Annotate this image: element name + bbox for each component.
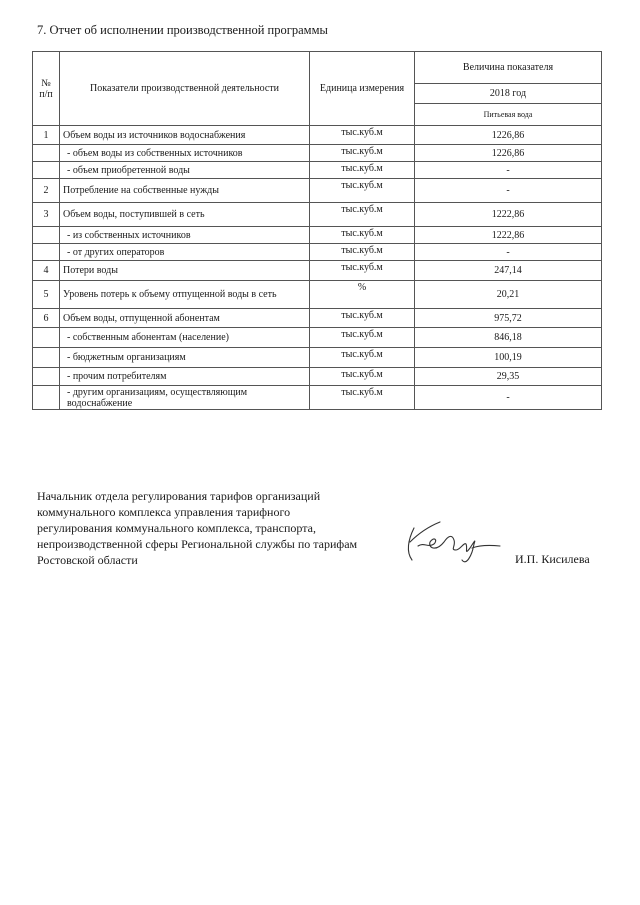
row-unit: тыс.куб.м: [310, 162, 415, 179]
row-value: 846,18: [415, 328, 602, 348]
row-indicator: - собственным абонентам (население): [60, 328, 310, 348]
table-row: [33, 328, 602, 348]
row-indicator: Объем воды, отпущенной абонентам: [60, 309, 310, 328]
table-row: [33, 281, 602, 309]
row-number: [33, 368, 60, 386]
row-number: [33, 348, 60, 368]
row-number: 6: [33, 309, 60, 328]
row-value: -: [415, 179, 602, 203]
table-row: [33, 348, 602, 368]
row-value: 975,72: [415, 309, 602, 328]
row-value: 20,21: [415, 281, 602, 309]
row-unit: тыс.куб.м: [310, 227, 415, 244]
table-row: [33, 126, 602, 145]
row-value: 1222,86: [415, 227, 602, 244]
row-unit: тыс.куб.м: [310, 126, 415, 145]
row-number: 5: [33, 281, 60, 309]
row-value: 1226,86: [415, 126, 602, 145]
header-indicator: Показатели производственной деятельности: [60, 52, 310, 126]
row-number: 1: [33, 126, 60, 145]
header-num: № п/п: [33, 52, 60, 126]
row-number: [33, 162, 60, 179]
signer-name: И.П. Кисилева: [515, 552, 590, 566]
row-indicator: Потери воды: [60, 261, 310, 281]
row-number: [33, 328, 60, 348]
row-number: 2: [33, 179, 60, 203]
row-unit: тыс.куб.м: [310, 203, 415, 227]
row-indicator: Уровень потерь к объему отпущенной воды в сеть: [60, 281, 310, 309]
table-row: [33, 244, 602, 261]
table-row: [33, 162, 602, 179]
row-unit: тыс.куб.м: [310, 328, 415, 348]
header-value: Величина показателя: [415, 52, 602, 84]
table-row: [33, 261, 602, 281]
row-value: -: [415, 244, 602, 261]
row-number: 4: [33, 261, 60, 281]
production-program-table: [32, 51, 602, 410]
row-unit: тыс.куб.м: [310, 368, 415, 386]
row-value: -: [415, 162, 602, 179]
row-indicator: Объем воды из источников водоснабжения: [60, 126, 310, 145]
row-value: 100,19: [415, 348, 602, 368]
row-indicator: Объем воды, поступившей в сеть: [60, 203, 310, 227]
row-unit: тыс.куб.м: [310, 348, 415, 368]
table-row: [33, 368, 602, 386]
table-row: [33, 179, 602, 203]
row-unit: тыс.куб.м: [310, 179, 415, 203]
section-heading: 7. Отчет об исполнении производственной программы: [37, 23, 328, 37]
row-value: 1222,86: [415, 203, 602, 227]
signer-position: Начальник отдела регулирования тарифов организаций коммунального комплекса управления тарифного регулирования коммунального комплекса, транспорта, непроизводственной сферы Региональной службы по тарифам Ростовской области: [37, 489, 358, 567]
row-indicator: - другим организациям, осуществляющим водоснабжение: [60, 386, 310, 410]
row-unit: %: [310, 281, 415, 309]
row-value: 29,35: [415, 368, 602, 386]
table-row: [33, 309, 602, 328]
row-indicator: - объем приобретенной воды: [60, 162, 310, 179]
row-indicator: - от других операторов: [60, 244, 310, 261]
row-indicator: - объем воды из собственных источников: [60, 145, 310, 162]
row-number: [33, 145, 60, 162]
row-number: [33, 386, 60, 410]
row-indicator: - бюджетным организациям: [60, 348, 310, 368]
row-indicator: - прочим потребителям: [60, 368, 310, 386]
header-year: 2018 год: [415, 84, 602, 104]
row-value: 247,14: [415, 261, 602, 281]
row-unit: тыс.куб.м: [310, 145, 415, 162]
row-number: [33, 244, 60, 261]
row-indicator: Потребление на собственные нужды: [60, 179, 310, 203]
row-value: 1226,86: [415, 145, 602, 162]
table-row: [33, 203, 602, 227]
row-unit: тыс.куб.м: [310, 309, 415, 328]
row-unit: тыс.куб.м: [310, 244, 415, 261]
row-indicator: - из собственных источников: [60, 227, 310, 244]
row-unit: тыс.куб.м: [310, 261, 415, 281]
row-unit: тыс.куб.м: [310, 386, 415, 410]
header-resource: Питьевая вода: [415, 104, 602, 126]
header-unit: Единица измерения: [310, 52, 415, 126]
signature-image: [400, 512, 505, 577]
row-number: [33, 227, 60, 244]
table-row: [33, 227, 602, 244]
row-number: 3: [33, 203, 60, 227]
table-row: [33, 386, 602, 410]
table-row: [33, 145, 602, 162]
row-value: -: [415, 386, 602, 410]
